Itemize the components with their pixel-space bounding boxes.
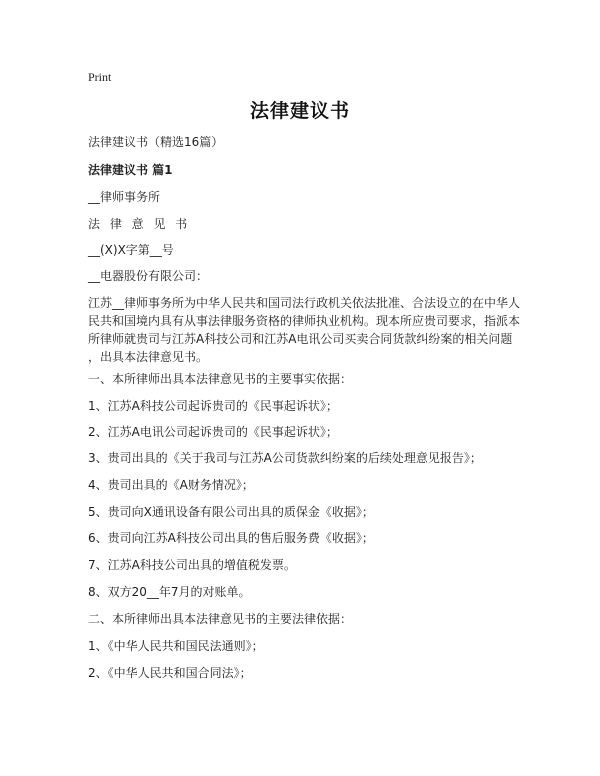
intro-line: 江苏__律师事务所为中华人民共和国司法行政机关依法批准、合法设立的在中华人	[88, 296, 521, 310]
intro-paragraph	[88, 294, 521, 366]
addressee-line: __电器股份有限公司：	[88, 269, 209, 283]
intro-line: ，出具本法律意见书。	[88, 350, 209, 364]
facts-heading: 一、本所律师出具本法律意见书的主要事实依据：	[88, 372, 353, 386]
firm-line: __律师事务所	[88, 190, 161, 204]
fact-item: 7、江苏A科技公司出具的增值税发票。	[88, 558, 296, 572]
law-item: 2、《中华人民共和国合同法》；	[88, 666, 252, 680]
print-label: Print	[88, 70, 112, 84]
fact-item: 3、贵司出具的《关于我司与江苏A公司货款纠纷案的后续处理意见报告》；	[88, 451, 482, 465]
fact-item: 5、贵司向X通讯设备有限公司出具的质保金《收据》；	[88, 505, 374, 519]
fact-item: 8、双方20__年7月的对账单。	[88, 585, 251, 599]
fact-item: 6、贵司向江苏A科技公司出具的售后服务费《收据》；	[88, 531, 374, 545]
document-subtitle: 法律建议书（精选16篇）	[88, 135, 224, 149]
law-item: 1、《中华人民共和国民法通则》；	[88, 639, 264, 653]
fact-item: 1、江苏A科技公司起诉贵司的《民事起诉状》；	[88, 399, 338, 413]
fact-item: 4、贵司出具的《A财务情况》；	[88, 478, 254, 492]
law-heading: 二、本所律师出具本法律意见书的主要法律依据：	[88, 612, 353, 626]
intro-line: 民共和国境内具有从事法律服务资格的律师执业机构。现本所应贵司要求，指派本	[88, 314, 521, 328]
document-title: 法律建议书	[249, 100, 350, 122]
section-heading: 法律建议书 篇1	[88, 163, 173, 177]
document-number: __(X)X字第__号	[88, 243, 174, 257]
opinion-title: 法 律 意 见 书	[88, 217, 191, 231]
fact-item: 2、江苏A电讯公司起诉贵司的《民事起诉状》；	[88, 425, 338, 439]
intro-line: 所律师就贵司与江苏A科技公司和江苏A电讯公司买卖合同货款纠纷案的相关问题	[88, 332, 513, 346]
